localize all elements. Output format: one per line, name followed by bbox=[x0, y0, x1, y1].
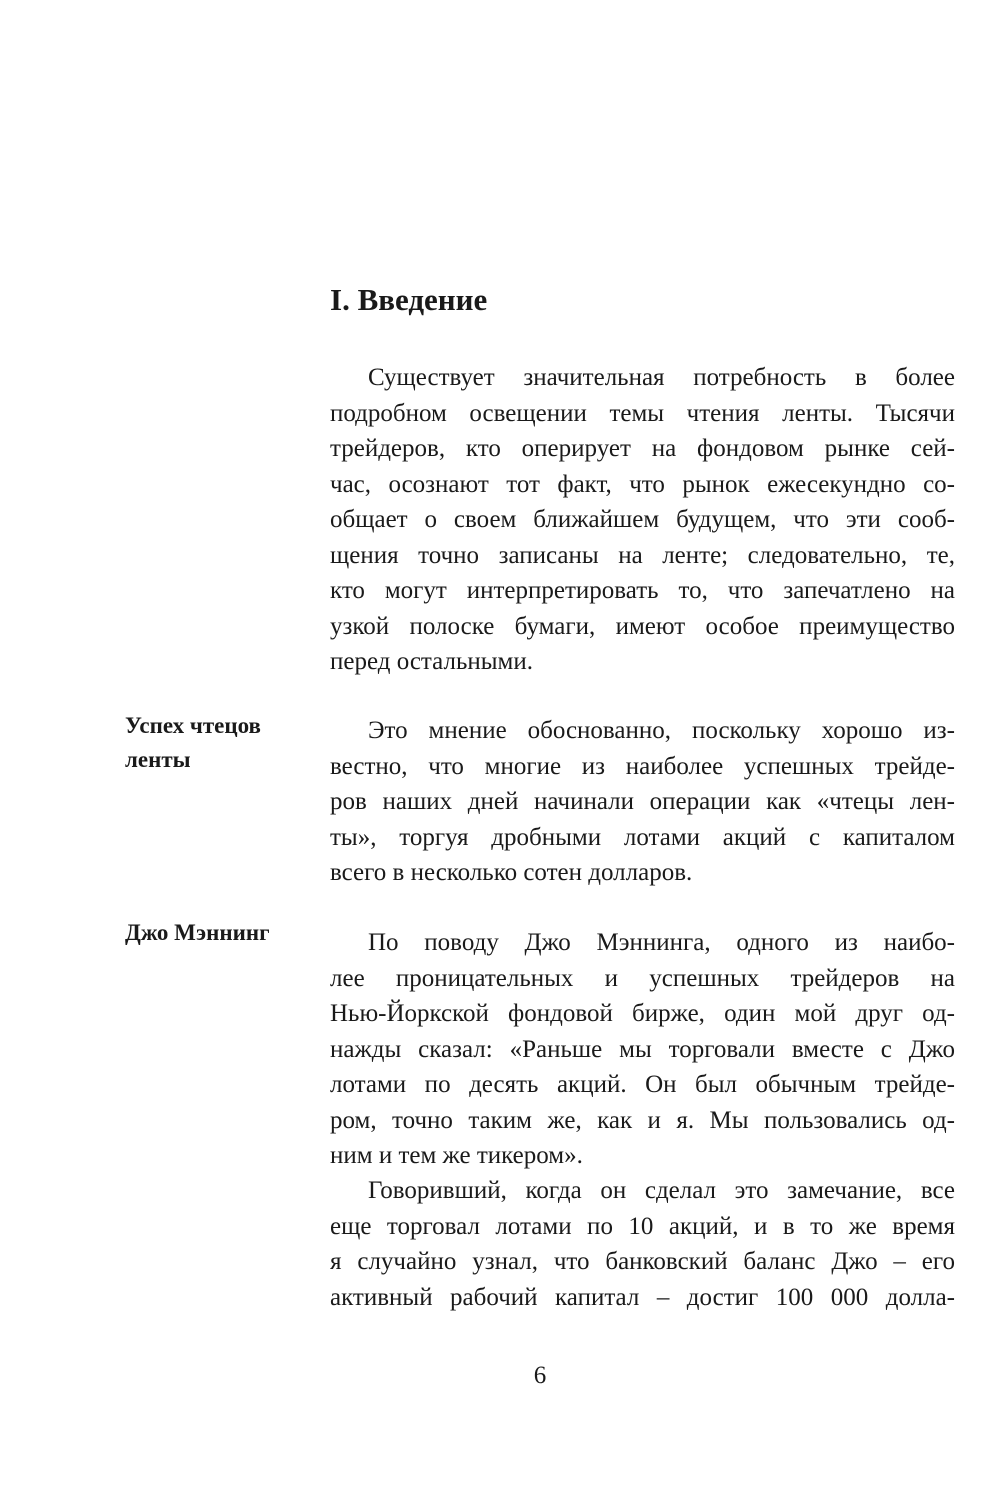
text-line: ров наших дней начинали операции как «чтецы лен- bbox=[330, 788, 955, 815]
text-line: еще торговал лотами по 10 акций, и в то же время bbox=[330, 1212, 955, 1240]
paragraph-4 bbox=[330, 1173, 955, 1315]
text-line: Это мнение обоснованно, поскольку хорошо из- bbox=[368, 717, 955, 744]
page-number: 6 bbox=[533, 1362, 547, 1389]
text-line: ты», торгуя дробными лотами акций с капиталом bbox=[330, 823, 955, 851]
text-line: подробном освещении темы чтения ленты. Тысячи bbox=[330, 399, 955, 427]
text-line: ним и тем же тикером». bbox=[330, 1142, 583, 1169]
text-line: Говоривший, когда он сделал это замечание, все bbox=[368, 1177, 955, 1204]
text-line: узкой полоске бумаги, имеют особое преимущество bbox=[330, 612, 955, 640]
text-line: всего в несколько сотен долларов. bbox=[330, 859, 693, 886]
text-line: активный рабочий капитал – достиг 100 000 долла- bbox=[330, 1283, 955, 1311]
text-line: По поводу Джо Мэннинга, одного из наибо- bbox=[368, 929, 955, 956]
text-line: ром, точно таким же, как и я. Мы пользовались од- bbox=[330, 1106, 955, 1134]
text-line: час, осознают тот факт, что рынок ежесекундно со- bbox=[330, 470, 955, 498]
text-line: трейдеров, кто оперирует на фондовом рынке сей- bbox=[330, 435, 955, 462]
side-note-line: Успех чтецов bbox=[125, 713, 261, 738]
text-line: я случайно узнал, что банковский баланс Джо – его bbox=[330, 1248, 955, 1275]
text-line: щения точно записаны на ленте; следовательно, те, bbox=[330, 541, 955, 569]
side-note-line: ленты bbox=[125, 747, 191, 772]
text-line: лее проницательных и успешных трейдеров на bbox=[330, 964, 955, 992]
text-line: Нью-Йоркской фондовой бирже, один мой друг од- bbox=[330, 1000, 955, 1027]
text-line: лотами по десять акций. Он был обычным трейде- bbox=[330, 1071, 955, 1098]
paragraph-1 bbox=[330, 360, 955, 680]
text-line: нажды сказал: «Раньше мы торговали вместе с Джо bbox=[330, 1035, 955, 1063]
side-note-joe-manning bbox=[125, 916, 270, 950]
text-line: вестно, что многие из наиболее успешных трейде- bbox=[330, 752, 955, 780]
text-line: Существует значительная потребность в более bbox=[368, 364, 955, 391]
paragraph-2 bbox=[330, 713, 955, 891]
text-line: перед остальными. bbox=[330, 648, 533, 675]
text-line: кто могут интерпретировать то, что запечатлено на bbox=[330, 577, 955, 604]
side-note-tape-readers-success bbox=[125, 709, 261, 777]
side-note-line: Джо Мэннинг bbox=[125, 920, 270, 945]
text-line: общает о своем ближайшем будущем, что эти сооб- bbox=[330, 506, 955, 533]
chapter-heading: I. Введение bbox=[330, 282, 488, 317]
paragraph-3 bbox=[330, 925, 955, 1174]
